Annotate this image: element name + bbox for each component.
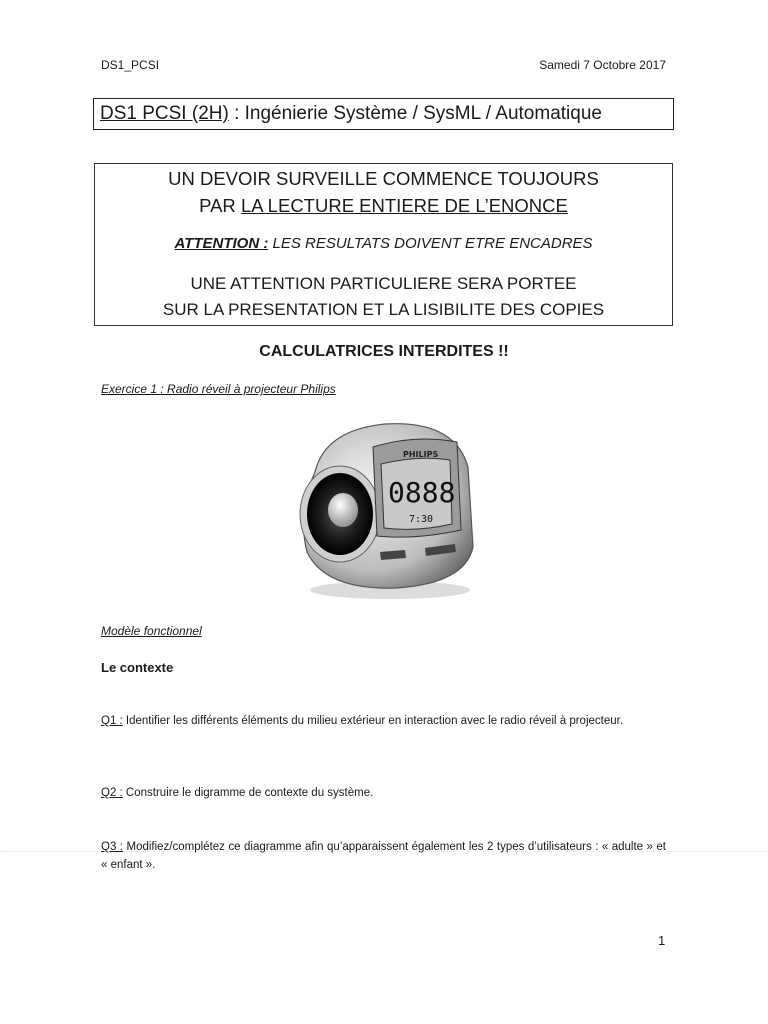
notice-line-2 [95,195,672,217]
calculators-warning: CALCULATRICES INTERDITES !! [259,343,509,360]
model-title: Modèle fonctionnel [101,624,202,638]
notice-line-1: UN DEVOIR SURVEILLE COMMENCE TOUJOURS [168,168,599,189]
title-rest: : Ingénierie Système / SysML / Automatique [228,103,602,124]
brand-logo: PHILIPS [403,450,439,459]
display-big: 0888 [388,476,456,509]
attention-text: LES RESULTATS DOIVENT ETRE ENCADRES [268,235,593,252]
question-text: Modifiez/complétez ce diagramme afin qu’apparaissent également les 2 types d’utilisateurs : « adulte » et « enfant ». [101,841,670,871]
display-panel [373,439,461,537]
clock-radio-photo [285,412,485,602]
context-title: Le contexte [101,660,174,675]
notice-line-3: UNE ATTENTION PARTICULIERE SERA PORTEE [190,274,577,293]
question-text: Identifier les différents éléments du milieu extérieur en interaction avec le radio réveil à projecteur. [122,715,624,727]
notice-box [94,163,673,326]
display-small: 7:30 [409,514,434,525]
header-date: Samedi 7 Octobre 2017 [539,58,666,72]
page-number: 1 [658,933,666,948]
exercise-title: Exercice 1 : Radio réveil à projecteur Philips [101,382,336,396]
question-text: Construire le digramme de contexte du système. [122,787,374,799]
notice-line-4: SUR LA PRESENTATION ET LA LISIBILITE DES COPIES [162,300,605,319]
question-label: Q2 : [101,787,123,799]
notice-line-2-underlined: LA LECTURE ENTIERE DE L’ENONCE [240,195,568,216]
attention-label: ATTENTION : [174,235,269,252]
question-2 [101,784,666,802]
notice-line-2-prefix: PAR [199,195,241,216]
title-prefix: DS1 PCSI (2H) [100,103,229,124]
question-3 [101,838,670,874]
question-label: Q1 : [101,715,123,727]
attention-line [95,235,672,252]
title-box [93,98,674,130]
header-left: DS1_PCSI [101,58,160,72]
speaker-icon [300,466,380,562]
question-1 [101,712,666,730]
question-label: Q3 : [101,841,124,853]
